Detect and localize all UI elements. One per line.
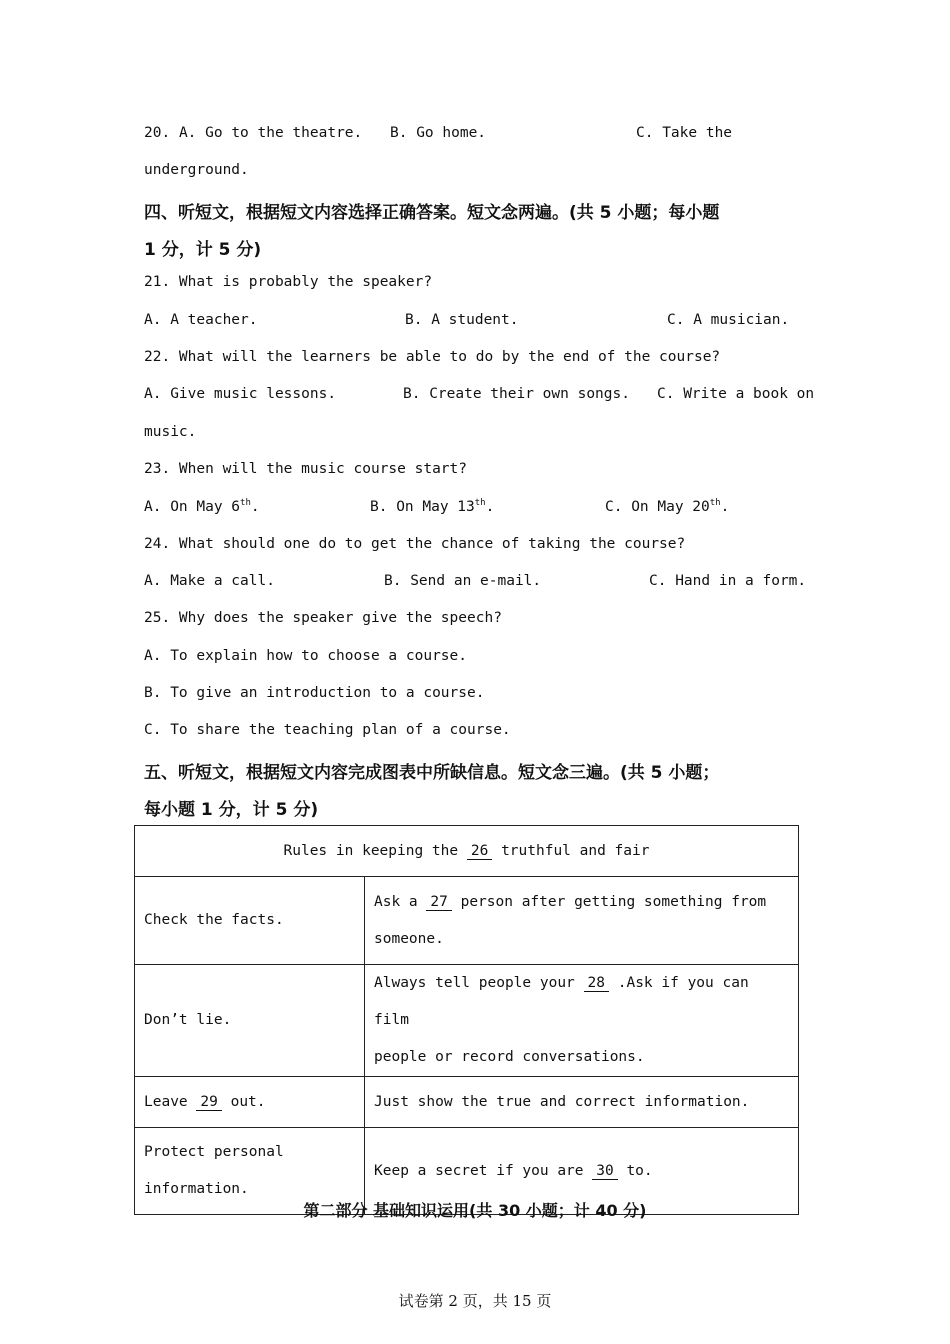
table-cell-right: Just show the true and correct information. [365, 1077, 799, 1128]
q23-option-a: A. On May 6th. [144, 498, 260, 515]
section4-heading-line1: 四、听短文，根据短文内容选择正确答案。短文念两遍。(共 5 小题；每小题 [144, 203, 720, 223]
blank-30: 30 [592, 1163, 617, 1180]
blank-28: 28 [584, 975, 609, 992]
blank-26: 26 [467, 843, 492, 860]
section4-heading-line2: 1 分，计 5 分) [144, 240, 262, 260]
table-title: Rules in keeping the 26 truthful and fair [135, 826, 799, 877]
table-cell-right: Ask a 27 person after getting something from someone. [365, 877, 799, 965]
q20-number: 20. [144, 125, 171, 141]
q20-option-c: C. Take the [636, 125, 733, 141]
q25-stem: 25. Why does the speaker give the speech? [144, 610, 502, 626]
q20-option-b: B. Go home. [390, 125, 487, 141]
q22-stem: 22. What will the learners be able to do by the end of the course? [144, 349, 721, 365]
table-cell-left: Protect personal information. [135, 1128, 365, 1215]
table-row [135, 965, 799, 1077]
q24-stem: 24. What should one do to get the chance of taking the course? [144, 536, 686, 552]
section5-heading-line2: 每小题 1 分，计 5 分) [144, 800, 319, 820]
part2-heading: 第二部分 基础知识运用(共 30 小题；计 40 分) [303, 1201, 647, 1220]
table-row [135, 1077, 799, 1128]
info-table [134, 825, 799, 1215]
q23-option-b: B. On May 13th. [370, 498, 495, 515]
section5-heading-line1: 五、听短文，根据短文内容完成图表中所缺信息。短文念三遍。(共 5 小题； [144, 763, 720, 783]
q24-option-a: A. Make a call. [144, 573, 275, 589]
blank-27: 27 [426, 894, 451, 911]
table-cell-right: Keep a secret if you are 30 to. [365, 1128, 799, 1215]
table-title-row [135, 826, 799, 877]
table-cell-left: Don’t lie. [135, 965, 365, 1077]
table-cell-left: Check the facts. [135, 877, 365, 965]
table-cell-left: Leave 29 out. [135, 1077, 365, 1128]
q20-option-a: A. Go to the theatre. [178, 125, 363, 141]
q24-option-b: B. Send an e-mail. [384, 573, 542, 589]
q23-option-c: C. On May 20th. [605, 498, 730, 515]
q21-option-c: C. A musician. [667, 312, 790, 328]
table-row [135, 877, 799, 965]
q22-option-b: B. Create their own songs. [403, 386, 630, 402]
q20-line [144, 125, 362, 141]
q25-option-c: C. To share the teaching plan of a course. [144, 722, 511, 738]
q22-option-c-continued: music. [144, 424, 197, 440]
q22-option-c: C. Write a book on [657, 386, 815, 402]
q25-option-a: A. To explain how to choose a course. [144, 648, 468, 664]
q21-option-b: B. A student. [405, 312, 519, 328]
page-footer: 试卷第 2 页，共 15 页 [398, 1292, 552, 1310]
q24-option-c: C. Hand in a form. [649, 573, 807, 589]
q21-stem: 21. What is probably the speaker? [144, 274, 433, 290]
q22-option-a: A. Give music lessons. [144, 386, 337, 402]
q25-option-b: B. To give an introduction to a course. [144, 685, 485, 701]
table-cell-right: Always tell people your 28 .Ask if you can film people or record conversations. [365, 965, 799, 1077]
q20-option-c-continued: underground. [144, 162, 249, 178]
blank-29: 29 [196, 1094, 221, 1111]
q21-option-a: A. A teacher. [144, 312, 258, 328]
q23-stem: 23. When will the music course start? [144, 461, 468, 477]
